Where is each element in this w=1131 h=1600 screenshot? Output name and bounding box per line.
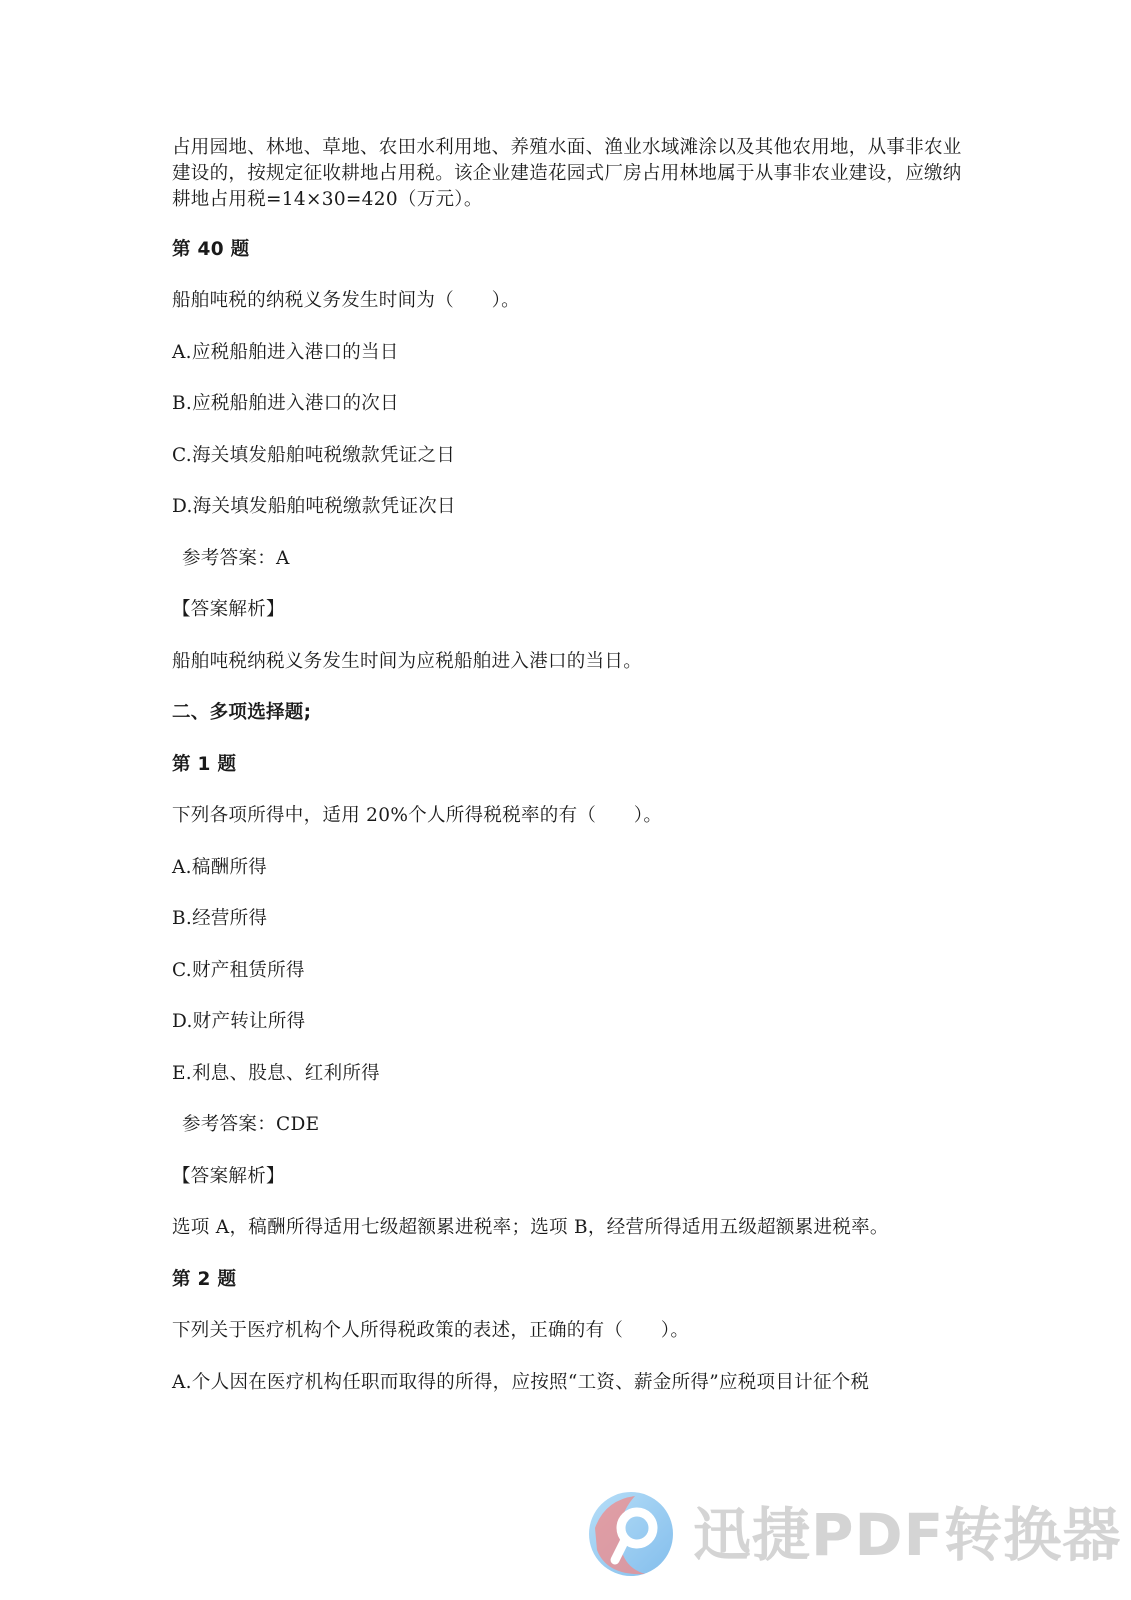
question-40-option-a: A.应税船舶进入港口的当日	[172, 342, 399, 363]
question-2-option-a: A.个人因在医疗机构任职而取得的所得，应按照“工资、薪金所得”应税项目计征个税	[172, 1372, 870, 1393]
question-2-title: 第 2 题	[172, 1269, 237, 1290]
question-40-option-c: C.海关填发船舶吨税缴款凭证之日	[172, 445, 456, 466]
question-1-text: 下列各项所得中，适用 20%个人所得税税率的有（ ）。	[172, 805, 663, 826]
question-1-answer: 参考答案：CDE	[182, 1114, 320, 1135]
section-2-title: 二、多项选择题;	[172, 702, 312, 723]
question-40-answer: 参考答案：A	[182, 548, 290, 569]
question-40-text: 船舶吨税的纳税义务发生时间为（ ）。	[172, 290, 520, 311]
question-40-title: 第 40 题	[172, 239, 250, 260]
watermark-text: 迅捷PDF转换器	[693, 1501, 1122, 1569]
intro-block	[172, 135, 962, 213]
question-1-option-c: C.财产租赁所得	[172, 960, 305, 981]
watermark	[585, 1488, 1122, 1588]
question-40-option-b: B.应税船舶进入港口的次日	[172, 393, 399, 414]
question-40-analysis: 船舶吨税纳税义务发生时间为应税船舶进入港口的当日。	[172, 651, 643, 672]
question-1-analysis-title: 【答案解析】	[172, 1166, 285, 1187]
question-1-option-d: D.财产转让所得	[172, 1011, 306, 1032]
question-1-option-b: B.经营所得	[172, 908, 268, 929]
intro-paragraph: 占用园地、林地、草地、农田水利用地、养殖水面、渔业水域滩涂以及其他农用地，从事非农业建设的，按规定征收耕地占用税。该企业建造花园式厂房占用林地属于从事非农业建设，应缴纳耕地占用税=14×30=420（万元）。	[172, 137, 962, 210]
xunjie-logo-icon	[585, 1488, 677, 1580]
question-1-option-a: A.稿酬所得	[172, 857, 268, 878]
question-40-analysis-title: 【答案解析】	[172, 599, 285, 620]
question-40-option-d: D.海关填发船舶吨税缴款凭证次日	[172, 496, 456, 517]
question-1-option-e: E.利息、股息、红利所得	[172, 1063, 380, 1084]
question-2-text: 下列关于医疗机构个人所得税政策的表述，正确的有（ ）。	[172, 1320, 690, 1341]
question-1-title: 第 1 题	[172, 754, 237, 775]
question-1-analysis: 选项 A，稿酬所得适用七级超额累进税率；选项 B，经营所得适用五级超额累进税率。	[172, 1217, 889, 1238]
